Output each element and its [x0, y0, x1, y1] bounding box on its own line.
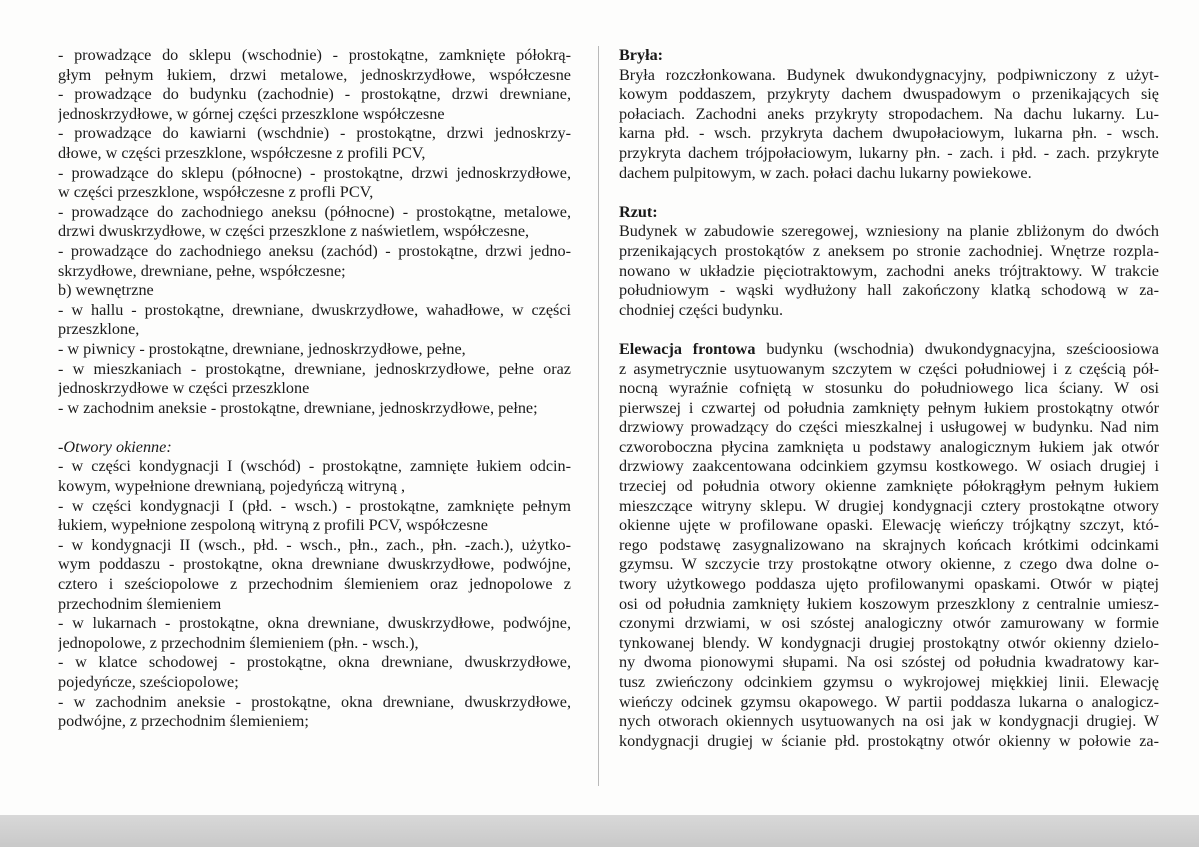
text-line: połaciach. Zachodni aneks przykryty stropodachem. Na dachu lukarny. Lu- [619, 104, 1159, 123]
text-line: jednoskrzydłowe w części przeszklone [58, 379, 310, 398]
text-line: - w lukarnach - prostokątne, okna drewniane, dwuskrzydłowe, podwójne, [58, 614, 571, 633]
left-column [58, 46, 571, 732]
text-line: z asymetrycznie usytuowanym szczytem w części południowej i z częścią pół- [619, 359, 1159, 378]
rzut-heading: Rzut: [619, 202, 658, 221]
text-line: cztero i sześciopolowe z przechodnim ślemieniem oraz jednopolowe z [58, 575, 571, 594]
doors-list [58, 46, 571, 418]
text-line: - w kondygnacji II (wsch., płd. - wsch., płn., zach., płn. -zach.), użytko- [58, 535, 571, 554]
text-line: pierwszej i czwartej od południa zamknięty pełnym łukiem prostokątny otwór [619, 398, 1159, 417]
bryla-paragraph [619, 66, 1159, 184]
text-line: tusz zwieńczony odcinkiem gzymsu o wykrojowej miękkiej linii. Elewację [619, 673, 1159, 691]
text-line: - w piwnicy - prostokątne, drewniane, jednoskrzydłowe, pełne, [58, 339, 466, 358]
right-column [619, 46, 1159, 751]
text-line: nocną wyraźnie cofniętą w stosunku do południowego lica ściany. W osi [619, 379, 1159, 398]
paragraph-gap [619, 320, 1159, 340]
elewacja-paragraph [619, 340, 1159, 751]
text-line: jednoskrzydłowe, w górnej części przeszklone współczesne [58, 104, 445, 123]
text-line: Budynek w zabudowie szeregowej, wzniesiony na planie zbliżonym do dwóch [619, 222, 1159, 241]
text-line: twory użytkowego poddasza ujęto profilowanymi opaskami. Otwór w piątej [619, 575, 1159, 594]
text-line: nych otworach okiennych usytuowanych na osi jak w kondygnacji drugiej. W [619, 712, 1159, 731]
text-line: podwójne, z przechodnim ślemieniem; [58, 712, 309, 731]
text-line: pojedyńcze, sześciopolowe; [58, 673, 239, 691]
text-line: - prowadzące do kawiarni (wschdnie) - prostokątne, drzwi jednoskrzy- [58, 124, 571, 143]
text-line: tynkowanej blendy. W kondygnacji drugiej prostokątny otwór okienny dzielo- [619, 633, 1159, 652]
text-line: przechodnim ślemieniem [58, 594, 222, 613]
text-line: jednopolowe, z przechodnim ślemieniem (płn. - wsch.), [58, 633, 419, 652]
text-line: skrzydłowe, drewniane, pełne, współczesne; [58, 261, 346, 280]
text-line: rego podstawę zasygnalizowano na skrajnych końcach krótkimi odcinkami [619, 535, 1159, 554]
bryla-heading: Bryła: [619, 46, 664, 64]
text-line: przeszklone, [58, 320, 140, 339]
text-line: chodniej części budynku. [619, 300, 784, 319]
scan-bottom-edge [0, 815, 1199, 847]
column-divider [598, 46, 599, 786]
text-line: Bryła rozczłonkowana. Budynek dwukondygnacyjny, podpiwniczony z użyt- [619, 65, 1159, 84]
text-line: nowano w układzie pięciotraktowym, zachodni aneks trójtraktowy. W trakcie [619, 261, 1159, 280]
text-line: - w klatce schodowej - prostokątne, okna drewniane, dwuskrzydłowe, [58, 653, 571, 672]
text-line: drzwiowy prowadzący do części mieszkalnej i usługowej w budynku. Nad nim [619, 418, 1159, 437]
text-line: okienne ujęte w profilowane opaski. Elewację wieńczy trójkątny szczyt, któ- [619, 516, 1159, 535]
text-line: kowym, wypełnione drewnianą, pojedyńczą witryną , [58, 477, 406, 496]
text-line: b) wewnętrzne [58, 281, 154, 300]
text-line: drzwiowy zaakcentowana odcinkiem gzymsu kostkowego. W osiach drugiej i [619, 457, 1159, 476]
text-line: - prowadzące do budynku (zachodnie) - prostokątne, drzwi drewniane, [58, 85, 571, 104]
text-line: - w części kondygnacji I (wschód) - prostokątne, zamnięte łukiem odcin- [58, 457, 571, 476]
text-line: - prowadzące do zachodniego aneksu (zachód) - prostokątne, drzwi jedno- [58, 241, 571, 260]
paragraph-gap [58, 418, 571, 438]
text-line: trzeciej od południa otwory okienne zamknięte półokrągłym pełnym łukiem [619, 477, 1159, 496]
text-line: przenikających prostokątów z aneksem po stronie zachodniej. Wnętrze rozpla- [619, 241, 1159, 260]
text-line: południowym - wąski wydłużony hall zakończony klatką schodową w za- [619, 281, 1159, 300]
text-line: dachem pulpitowym, w zach. połaci dachu lukarny powiekowe. [619, 163, 1032, 182]
text-line: - w hallu - prostokątne, drewniane, dwuskrzydłowe, wahadłowe, w części [58, 300, 571, 319]
text-line: czworoboczna płycina zamknięta u podstawy analogicznym łukiem jak otwór [619, 437, 1159, 456]
text-line: dłowe, w części przeszklone, współczesne z profili PCV, [58, 143, 426, 162]
paragraph-gap [619, 183, 1159, 203]
elewacja-first-line: budynku (wschodnia) dwukondygnacyjna, sześcioosiowa [755, 339, 1159, 358]
windows-heading: -Otwory okienne: [58, 437, 172, 456]
text-line: wieńczy odcinek gzymsu okapowego. W partii poddasza lukarna o analogicz- [619, 692, 1159, 711]
text-line: wym poddaszu - prostokątne, okna drewniane dwuskrzydłowe, podwójne, [58, 555, 571, 574]
text-line: - prowadzące do zachodniego aneksu (północne) - prostokątne, metalowe, [58, 202, 571, 221]
text-line: przykryta dachem trójpołaciowym, lukarny płn. - zach. i płd. - zach. przykryte [619, 143, 1159, 162]
rzut-paragraph [619, 222, 1159, 320]
text-line: - w zachodnim aneksie - prostokątne, okna drewniane, dwuskrzydłowe, [58, 692, 571, 711]
text-line: drzwi dwuskrzydłowe, w części przeszklone z naświetlem, współczesne, [58, 222, 530, 241]
text-line: łukiem, wypełnione zespoloną witryną z profili PCV, współczesne [58, 516, 488, 535]
text-line: - w części kondygnacji I (płd. - wsch.) - prostokątne, zamknięte pełnym [58, 496, 571, 515]
text-line: osi od południa zamknięty łukiem koszowym przeszklony z centralnie umiesz- [619, 594, 1159, 613]
text-line: w części przeszklone, współczesne z profli PCV, [58, 183, 374, 202]
text-line: - w mieszkaniach - prostokątne, drewniane, jednoskrzydłowe, pełne oraz [58, 359, 571, 378]
text-line: - w zachodnim aneksie - prostokątne, drewniane, jednoskrzydłowe, pełne; [58, 398, 538, 417]
elewacja-heading: Elewacja frontowa [619, 339, 756, 358]
text-line: kondygnacji drugiej w ścianie płd. prostokątny otwór okienny w połowie za- [619, 731, 1159, 750]
text-line: gzymsu. W szczycie trzy prostokątne otwory okienne, z czego dwa dolne o- [619, 555, 1159, 574]
windows-list [58, 457, 571, 731]
text-line: - prowadzące do sklepu (północne) - prostokątne, drzwi jednoskrzydłowe, [58, 163, 571, 182]
text-line [619, 340, 1159, 360]
text-line: - prowadzące do sklepu (wschodnie) - prostokątne, zamknięte półokrą- [58, 46, 571, 64]
text-line: kowym poddaszem, przykryty dachem dwuspadowym o przenikających się [619, 85, 1159, 104]
text-line: mieszczące witryny sklepu. W drugiej kondygnacji cztery prostokątne otwory [619, 496, 1159, 515]
text-line: czonymi drzwiami, w osi szóstej analogiczny otwór zamurowany w formie [619, 614, 1159, 633]
text-line: karna płd. - wsch. przykryta dachem dwupołaciowym, lukarna płn. - wsch. [619, 124, 1159, 143]
text-line: ny dwoma pionowymi słupami. Na osi szóstej od południa kwadratowy kar- [619, 653, 1159, 672]
text-line: głym pełnym łukiem, drzwi metalowe, jednoskrzydłowe, współczesne [58, 65, 571, 84]
